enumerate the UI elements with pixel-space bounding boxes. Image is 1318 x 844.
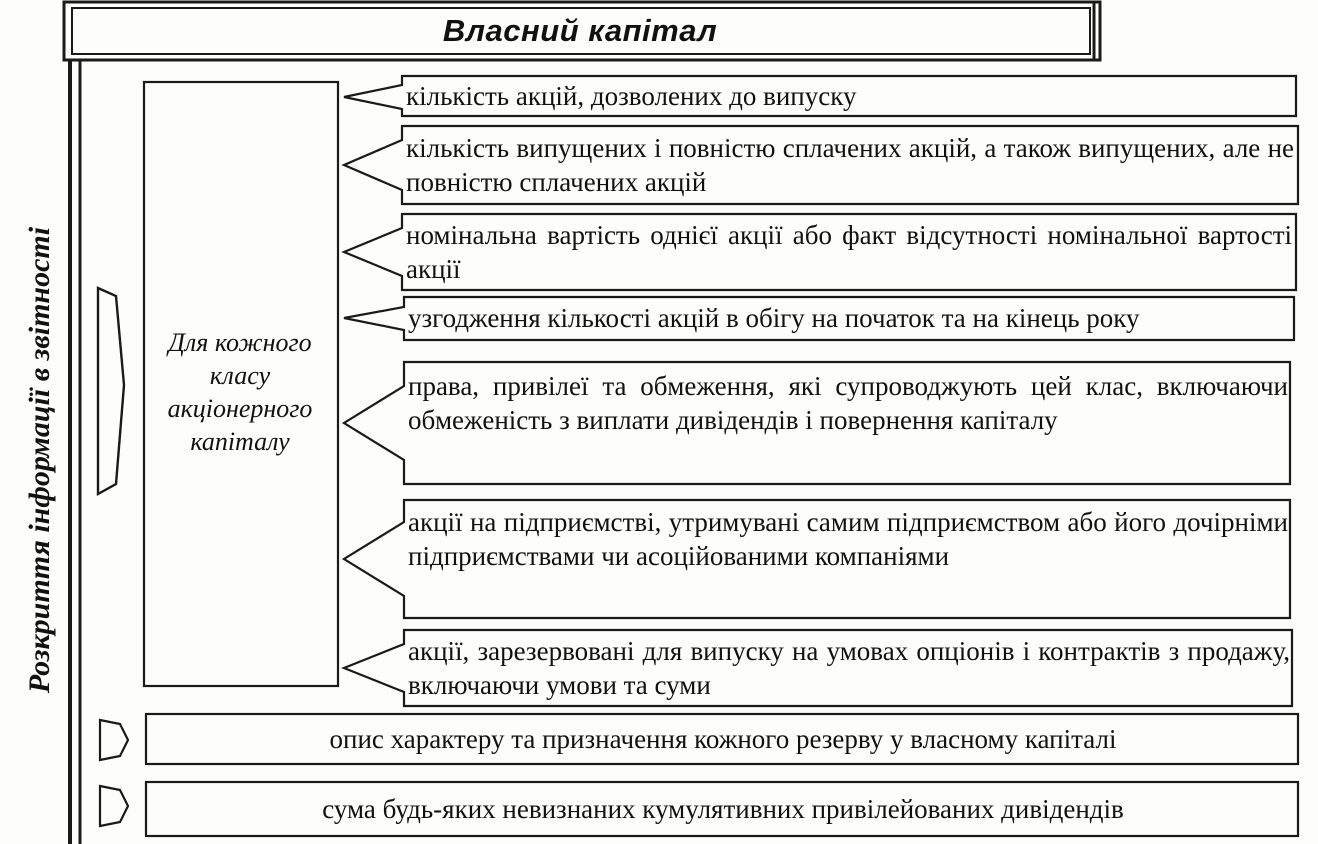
title: Власний капітал [442,13,718,48]
class-item-7: акції, зарезервовані для випуску на умовах опціонів і контрактів з продажу, включаючи умови та суми [408,636,1290,700]
class-item-2: кількість випущених і повністю сплачених акцій, а також випущених, але не повністю сплачених акцій [406,133,1294,197]
class-item-1: кількість акцій, дозволених до випуску [406,81,857,111]
class-item-4: узгодження кількості акцій в обігу на початок та на кінець року [408,303,1140,333]
bottom-item-1: опис характеру та призначення кожного резерву у власному капіталі [329,724,1117,754]
class-item-6: акції на підприємстві, утримувані самим підприємством або його дочірніми підприємствами чи асоційованими компаніями [408,507,1288,571]
bottom-chevron-1 [100,720,128,760]
vertical-label: Розкриття інформації в звітності [23,226,56,694]
bottom-item-2: сума будь-яких невизнаних кумулятивних привілейованих дивідендів [322,794,1124,824]
big-chevron [98,288,124,494]
bottom-chevron-2 [100,786,128,826]
class-item-3: номінальна вартість однієї акції або факт відсутності номінальної вартості акції [406,220,1292,284]
class-item-5: права, привілеї та обмеження, які супроводжують цей клас, включаючи обмеженість з виплати дивідендів і повернення капіталу [408,371,1288,435]
class-box-label: Для кожного класу акціонерного капіталу [167,328,313,456]
